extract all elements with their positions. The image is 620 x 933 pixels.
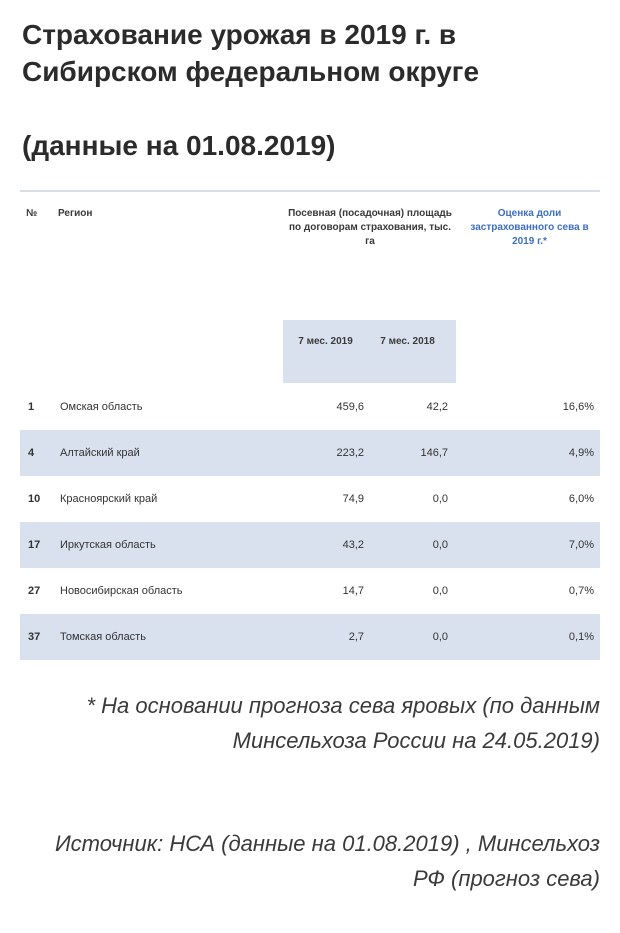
cell-area-2019: 459,6 xyxy=(336,401,364,413)
column-header-num: № xyxy=(26,208,38,219)
cell-area-2018: 0,0 xyxy=(432,585,448,597)
cell-share: 4,9% xyxy=(568,447,594,459)
footnote: * На основании прогноза сева яровых (по данным Минсельхоза России на 24.05.2019) xyxy=(86,693,600,753)
cell-region: Омская область xyxy=(60,401,143,413)
cell-share: 16,6% xyxy=(562,401,594,413)
cell-area-2018: 0,0 xyxy=(432,631,448,643)
cell-area-2019: 74,9 xyxy=(342,493,364,505)
subheader-2019: 7 мес. 2019 xyxy=(298,336,353,347)
column-header-share: Оценка доли застрахованного сева в 2019 г.* xyxy=(470,208,589,247)
cell-share: 7,0% xyxy=(568,539,594,551)
cell-num: 37 xyxy=(28,631,41,643)
cell-area-2018: 42,2 xyxy=(426,401,448,413)
cell-share: 0,7% xyxy=(568,585,594,597)
cell-num: 4 xyxy=(28,447,35,459)
column-header-area: Посевная (посадочная) площадь по договорам страхования, тыс. га xyxy=(288,208,452,247)
cell-area-2019: 223,2 xyxy=(336,447,364,459)
table-row xyxy=(20,568,600,614)
cell-num: 27 xyxy=(28,585,41,597)
page-subtitle: (данные на 01.08.2019) xyxy=(22,130,336,161)
cell-area-2019: 43,2 xyxy=(342,539,364,551)
cell-area-2019: 2,7 xyxy=(348,631,364,643)
header-divider xyxy=(20,190,600,192)
subheader-background xyxy=(283,320,456,383)
column-header-region: Регион xyxy=(58,208,93,219)
cell-area-2018: 0,0 xyxy=(432,493,448,505)
table-body xyxy=(20,384,600,660)
cell-region: Иркутская область xyxy=(60,539,156,551)
cell-region: Томская область xyxy=(60,631,146,643)
subheader-2018: 7 мес. 2018 xyxy=(380,336,435,347)
cell-area-2019: 14,7 xyxy=(342,585,364,597)
page-title: Страхование урожая в 2019 г. в Сибирском федеральном округе xyxy=(22,19,480,87)
cell-num: 10 xyxy=(28,493,41,505)
cell-area-2018: 146,7 xyxy=(420,447,448,459)
table-row xyxy=(20,476,600,522)
cell-region: Красноярский край xyxy=(60,493,158,505)
cell-share: 0,1% xyxy=(568,631,594,643)
table-row xyxy=(20,430,600,476)
cell-region: Алтайский край xyxy=(60,447,140,459)
cell-region: Новосибирская область xyxy=(60,585,183,597)
cell-num: 1 xyxy=(28,401,35,413)
cell-share: 6,0% xyxy=(568,493,594,505)
table-row xyxy=(20,522,600,568)
table-row xyxy=(20,614,600,660)
table-row xyxy=(20,384,600,430)
cell-area-2018: 0,0 xyxy=(432,539,448,551)
cell-num: 17 xyxy=(28,539,41,551)
source-note: Источник: НСА (данные на 01.08.2019) , Минсельхоз РФ (прогноз сева) xyxy=(54,831,600,891)
